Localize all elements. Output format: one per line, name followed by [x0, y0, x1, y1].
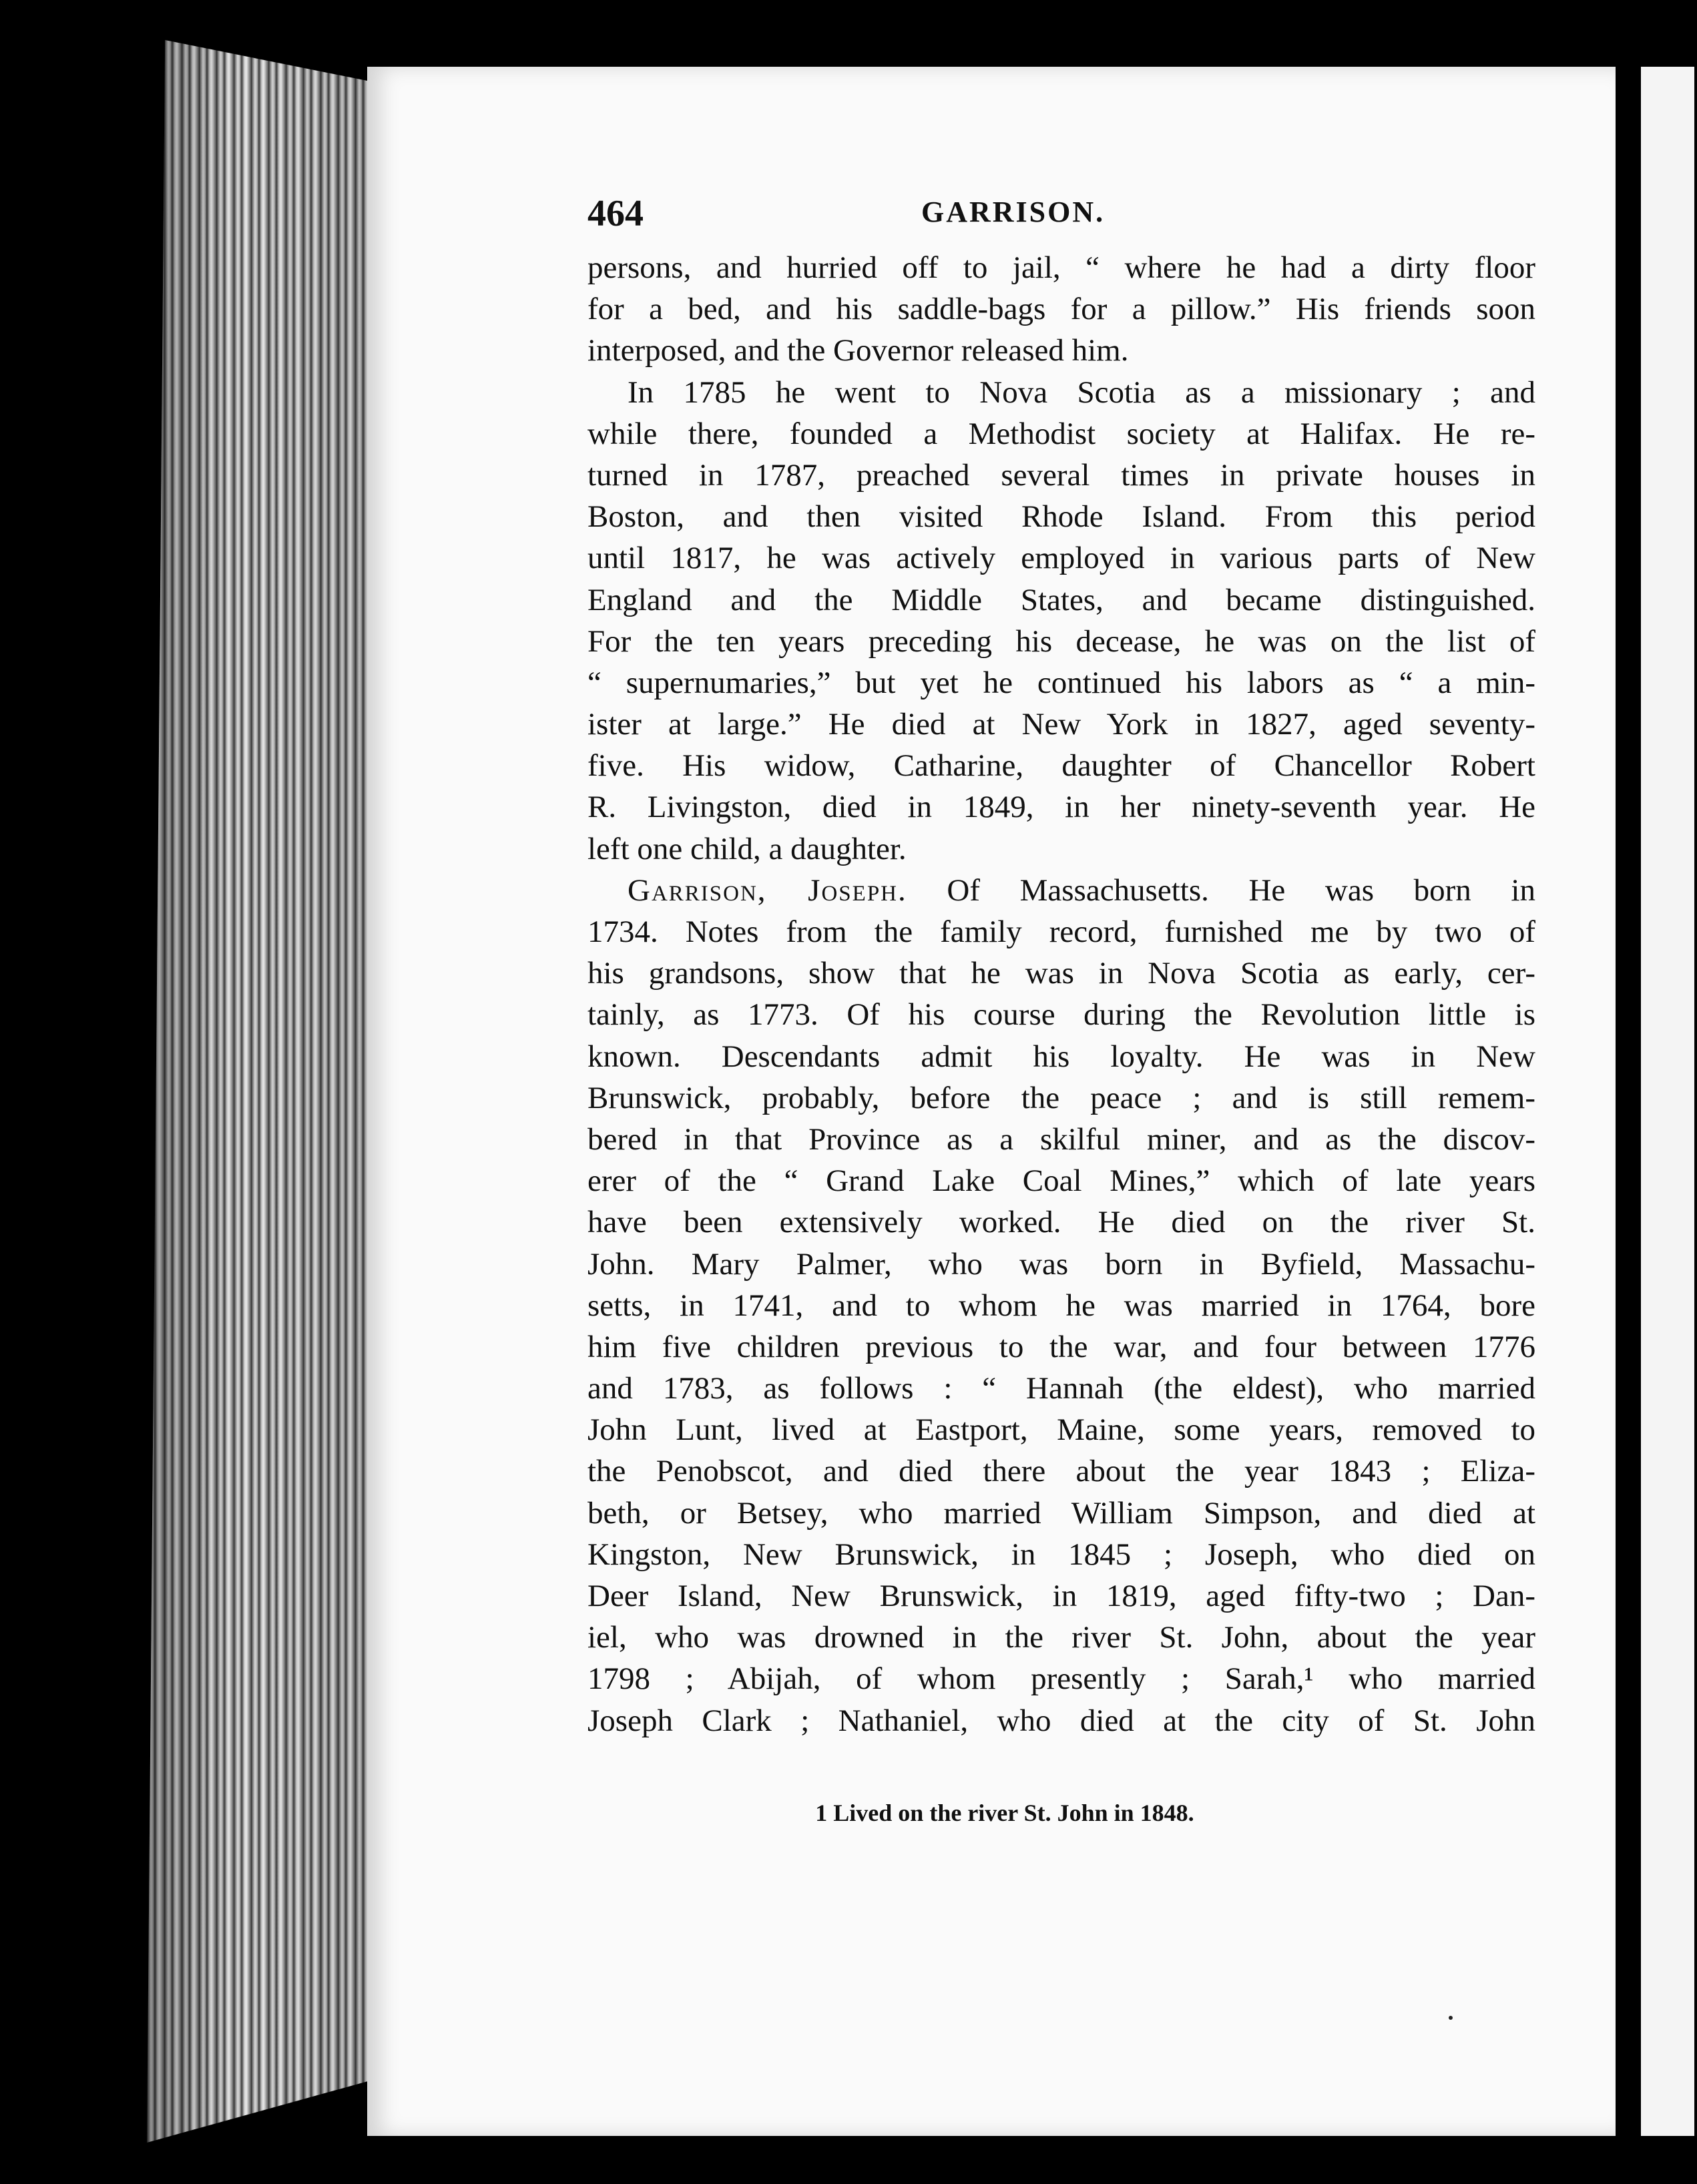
page-number: 464 — [587, 193, 644, 234]
book-page-edges — [147, 40, 374, 2143]
text-line: Kingston, New Brunswick, in 1845 ; Joseph, who died on — [587, 1537, 1535, 1572]
entry-heading: Garrison, Joseph. — [628, 872, 907, 908]
text-line: his grandsons, show that he was in Nova Scotia as early, cer- — [587, 956, 1535, 991]
running-head — [587, 192, 1549, 232]
text-line: For the ten years preceding his decease, he was on the list of — [587, 623, 1535, 659]
text-line: him five children previous to the war, and four between 1776 — [587, 1329, 1535, 1364]
paragraph — [587, 247, 1535, 372]
text-line: the Penobscot, and died there about the year 1843 ; Eliza- — [587, 1454, 1535, 1489]
text-line: In 1785 he went to Nova Scotia as a missionary ; and — [628, 374, 1535, 410]
text-line: “ supernumaries,” but yet he continued his labors as “ a min- — [587, 665, 1535, 700]
book-page — [367, 67, 1616, 2136]
text-line: for a bed, and his saddle-bags for a pillow.” His friends soon — [587, 292, 1535, 327]
text-line: and 1783, as follows : “ Hannah (the eldest), who married — [587, 1371, 1535, 1406]
text-line: Joseph Clark ; Nathaniel, who died at the city of St. John — [587, 1703, 1535, 1738]
text-line: erer of the “ Grand Lake Coal Mines,” which of late years — [587, 1163, 1535, 1199]
text-line: Boston, and then visited Rhode Island. From this period — [587, 499, 1535, 535]
text-line: bered in that Province as a skilful miner, and as the discov- — [587, 1121, 1535, 1157]
text-line: turned in 1787, preached several times in private houses in — [587, 457, 1535, 493]
text-line: iel, who was drowned in the river St. John, about the year — [587, 1620, 1535, 1655]
footnote: 1 Lived on the river St. John in 1848. — [815, 1800, 1194, 1826]
text-segment: Of Massachusetts. He was born in — [907, 872, 1535, 908]
text-line: have been extensively worked. He died on the river St. — [587, 1205, 1535, 1240]
text-line: England and the Middle States, and became distinguished. — [587, 582, 1535, 617]
text-line: while there, founded a Methodist society at Halifax. He re- — [587, 416, 1535, 451]
text-line: until 1817, he was actively employed in various parts of New — [587, 541, 1535, 576]
paragraph — [587, 870, 1535, 1741]
text-line: R. Livingston, died in 1849, in her ninety-seventh year. He — [587, 790, 1535, 825]
text-line: setts, in 1741, and to whom he was married in 1764, bore — [587, 1288, 1535, 1323]
text-line: interposed, and the Governor released him. — [587, 333, 1129, 368]
text-line: beth, or Betsey, who married William Simpson, and died at — [587, 1495, 1535, 1531]
running-head-title: GARRISON. — [921, 196, 1106, 228]
text-line: persons, and hurried off to jail, “ where he had a dirty floor — [587, 250, 1535, 285]
text-line: tainly, as 1773. Of his course during the Revolution little is — [587, 997, 1535, 1033]
text-line: Brunswick, probably, before the peace ; and is still remem- — [587, 1080, 1535, 1115]
text-line: 1734. Notes from the family record, furnished me by two of — [587, 914, 1535, 949]
text-line: known. Descendants admit his loyalty. He was in New — [587, 1039, 1535, 1074]
text-line: 1798 ; Abijah, of whom presently ; Sarah,¹ who married — [587, 1661, 1535, 1697]
text-line — [587, 870, 1535, 911]
text-line: ister at large.” He died at New York in 1827, aged seventy- — [587, 707, 1535, 742]
facing-page-edge — [1629, 67, 1694, 2136]
print-speck — [1449, 2016, 1453, 2020]
body-text — [587, 247, 1535, 1741]
paragraph — [587, 372, 1535, 870]
text-line: John. Mary Palmer, who was born in Byfield, Massachu- — [587, 1246, 1535, 1282]
text-line: left one child, a daughter. — [587, 831, 907, 866]
text-line: John Lunt, lived at Eastport, Maine, some years, removed to — [587, 1412, 1535, 1448]
text-line: Deer Island, New Brunswick, in 1819, aged fifty-two ; Dan- — [587, 1579, 1535, 1613]
text-line: five. His widow, Catharine, daughter of Chancellor Robert — [587, 748, 1535, 784]
